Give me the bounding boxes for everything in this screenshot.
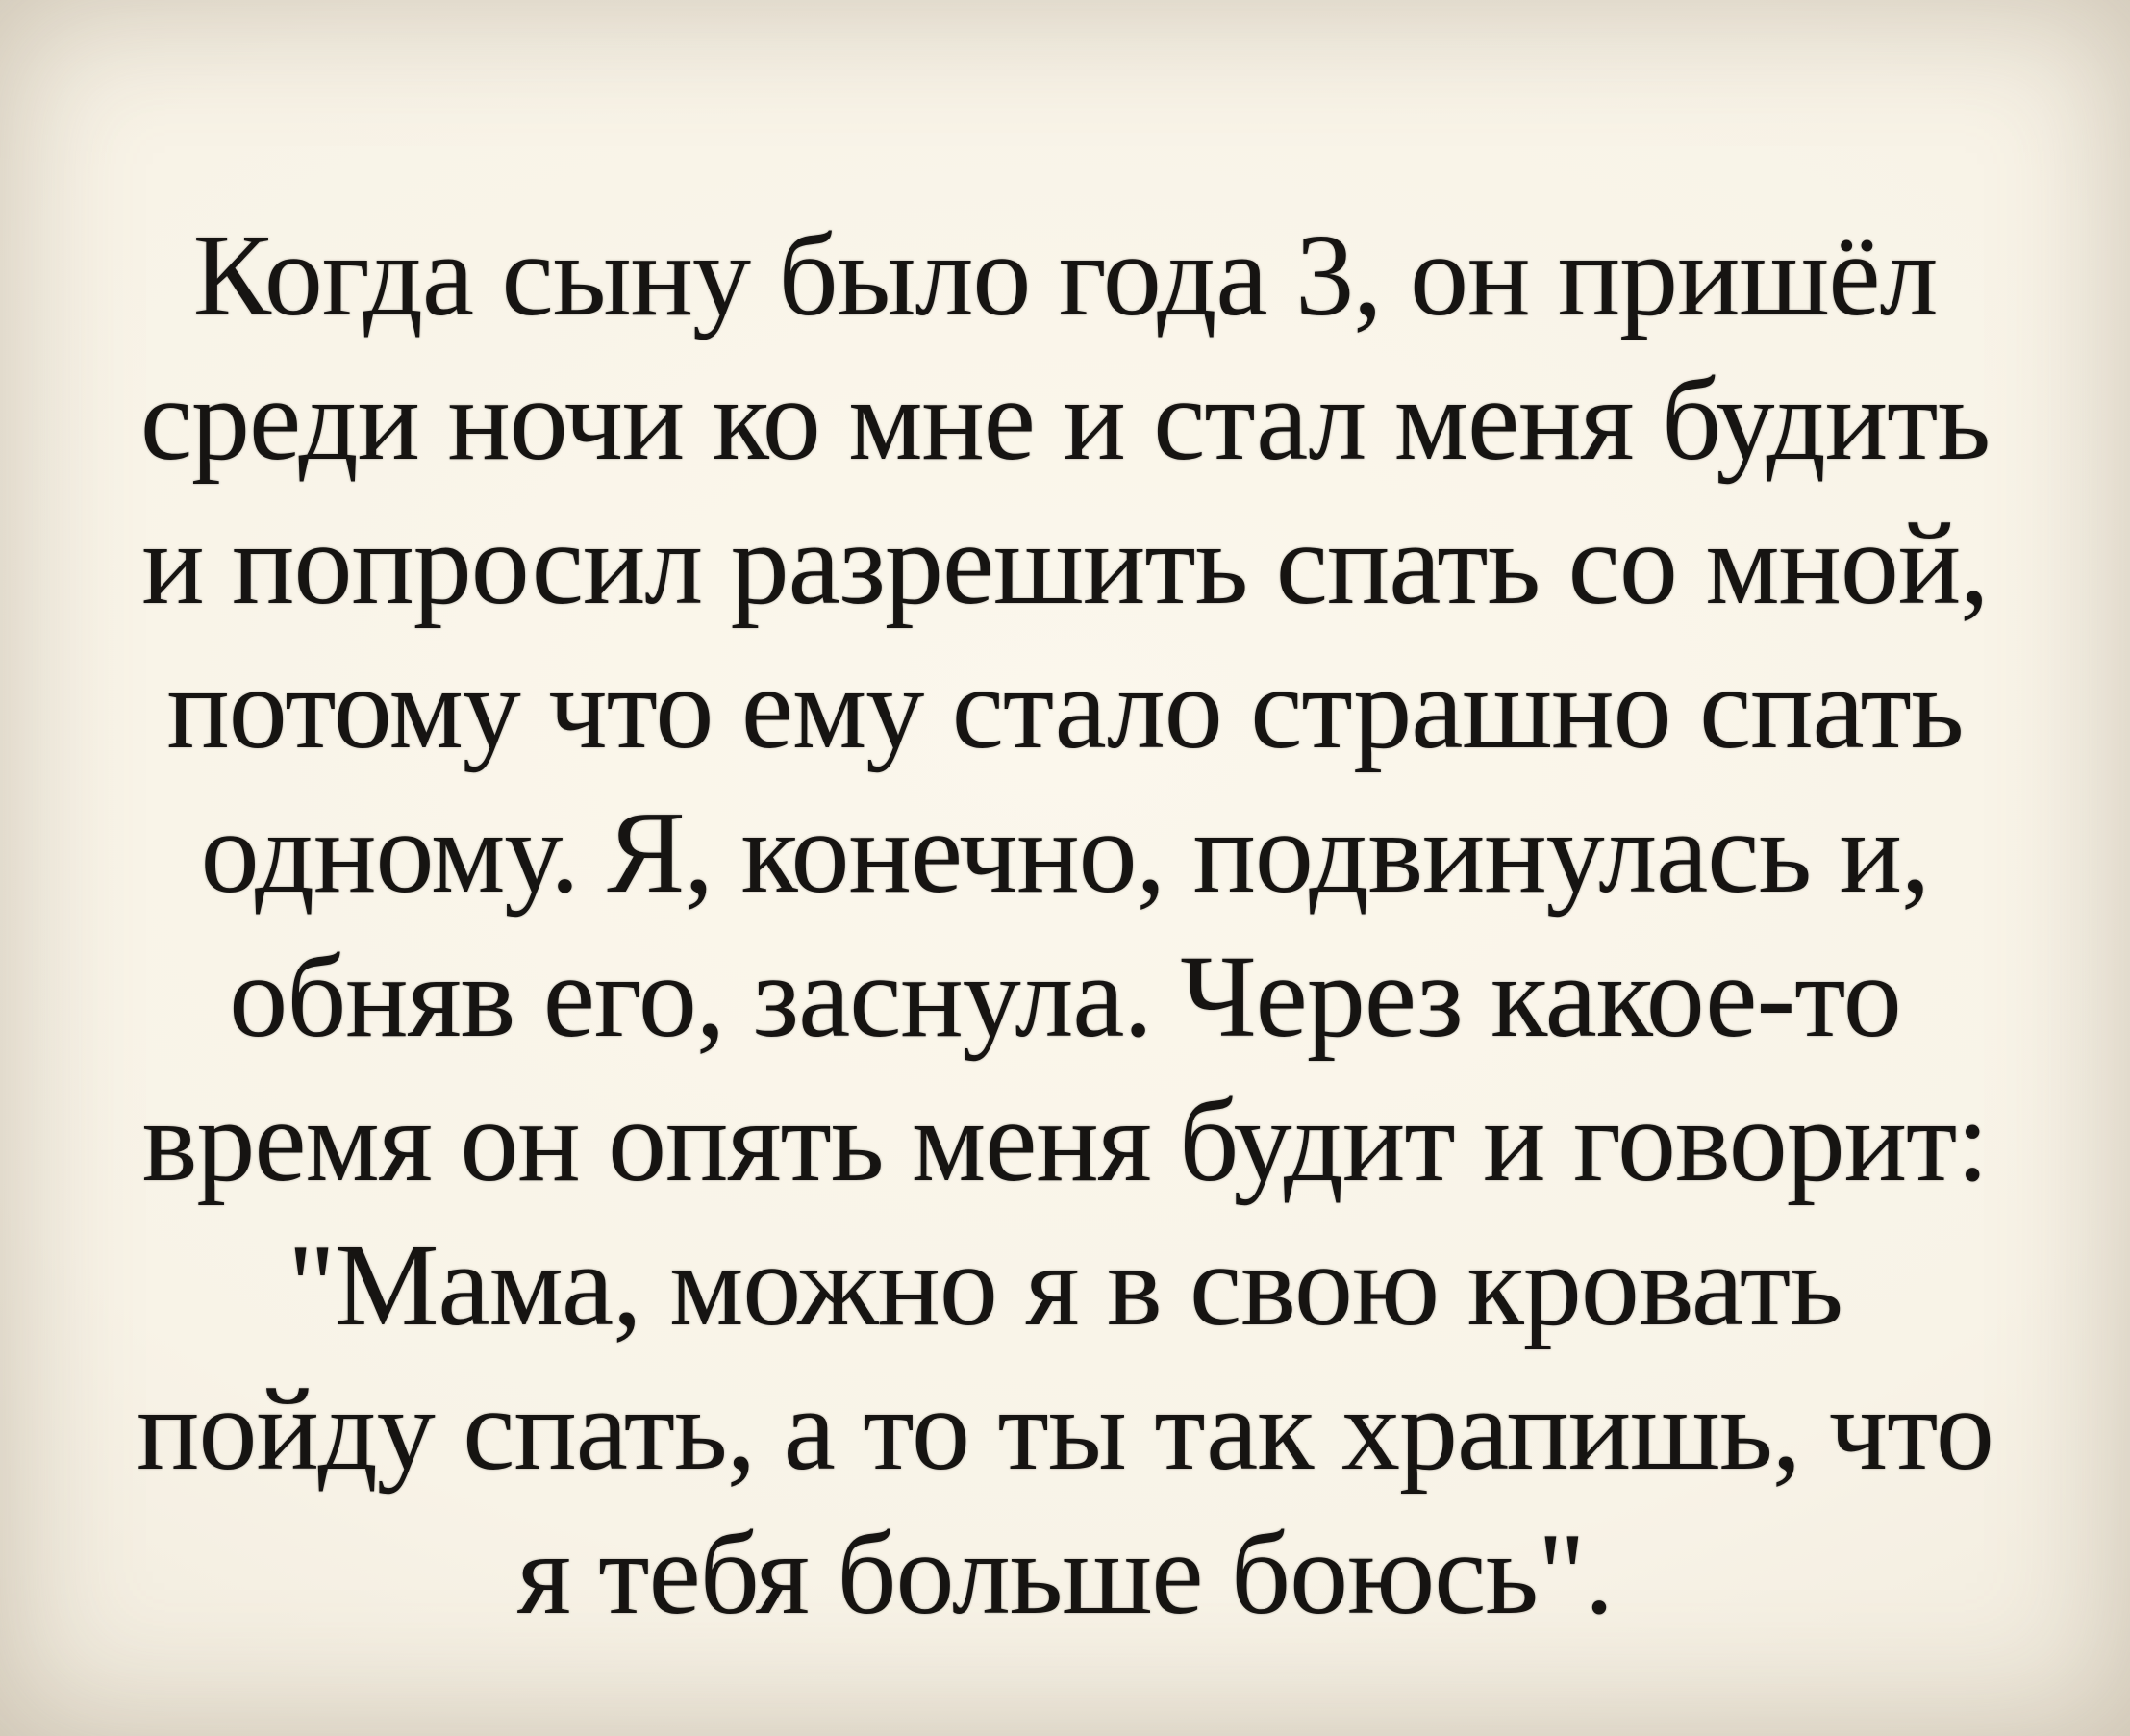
text-line-1: Когда сыну было года 3, он пришёл [192, 211, 1938, 340]
text-line-9: пойду спать, а то ты так храпишь, что [137, 1365, 1993, 1495]
quote-text-block [53, 204, 2077, 1647]
text-line-4: потому что ему стало страшно спать [166, 643, 1964, 773]
text-line-6: обняв его, заснула. Через какое-то [229, 932, 1901, 1062]
text-line-5: одному. Я, конечно, подвинулась и, [200, 788, 1930, 918]
text-line-2: среди ночи ко мне и стал меня будить [139, 355, 1991, 485]
text-line-3: и попросил разрешить спать со мной, [141, 499, 1989, 629]
text-line-7: время он опять меня будит и говорит: [141, 1076, 1989, 1206]
text-line-10: я тебя больше боюсь". [516, 1509, 1614, 1639]
text-line-8: "Мама, можно я в свою кровать [288, 1220, 1842, 1350]
